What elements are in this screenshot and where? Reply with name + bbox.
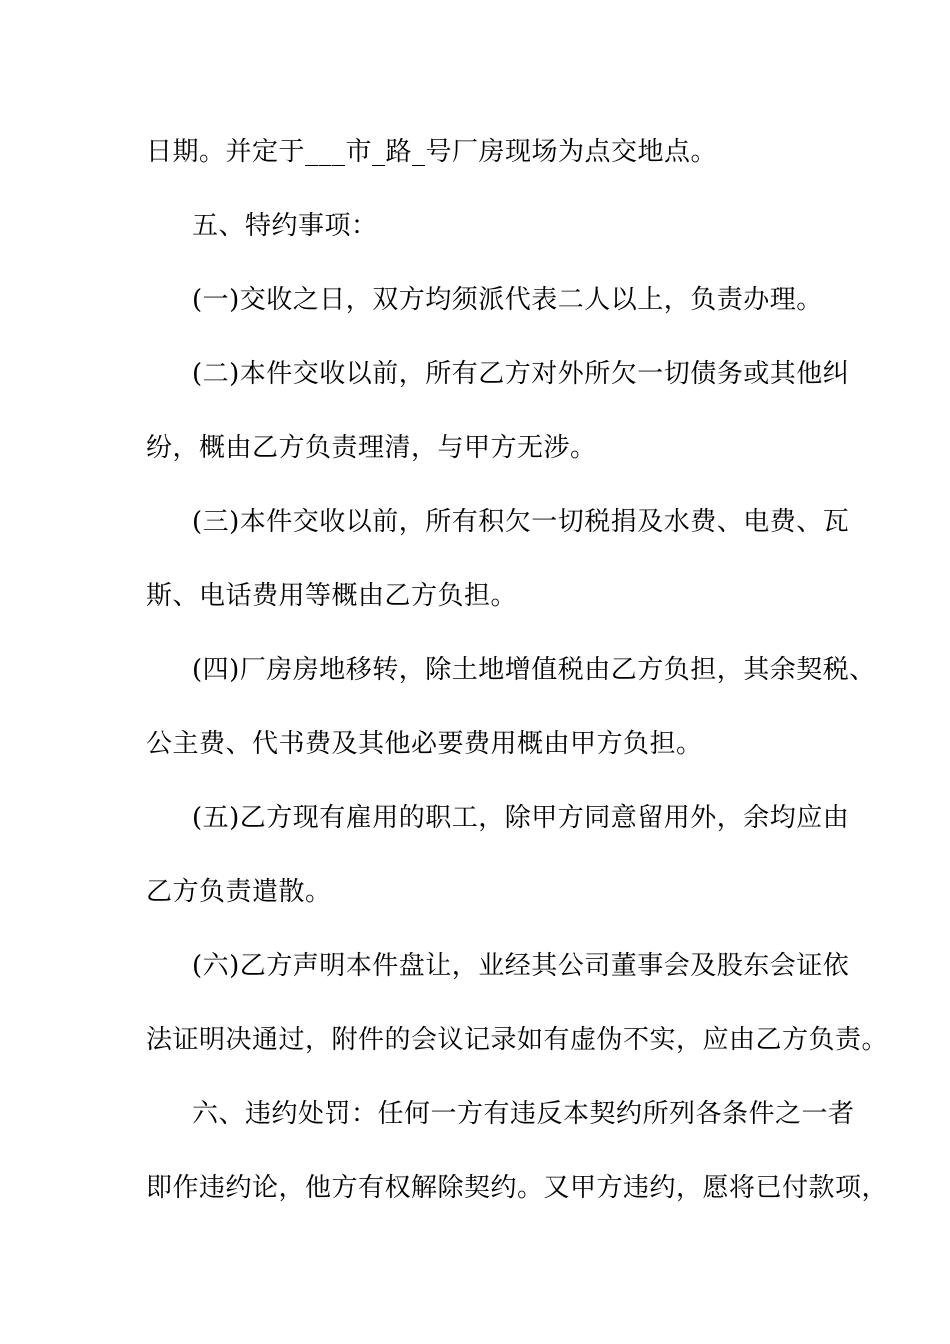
text-line: (四)厂房房地移转，除土地增值税由乙方负担，其余契税、 xyxy=(192,655,876,685)
text-line: 乙方负责遣散。 xyxy=(146,877,332,907)
text-line: (二)本件交收以前，所有乙方对外所欠一切债务或其他纠 xyxy=(192,359,850,389)
text-line: (三)本件交收以前，所有积欠一切税捐及水费、电费、瓦 xyxy=(192,507,850,537)
text-line: 即作违约论，他方有权解除契约。又甲方违约，愿将已付款项， xyxy=(146,1173,889,1203)
text-line: 纷，概由乙方负责理清，与甲方无涉。 xyxy=(146,433,597,463)
text-line: (五)乙方现有雇用的职工，除甲方同意留用外，余均应由 xyxy=(192,803,850,833)
text-line: (一)交收之日，双方均须派代表二人以上，负责办理。 xyxy=(192,285,823,315)
text-line: 公主费、代书费及其他必要费用概由甲方负担。 xyxy=(146,729,703,759)
text-line: (六)乙方声明本件盘让，业经其公司董事会及股东会证依 xyxy=(192,951,850,981)
text-line: 斯、电话费用等概由乙方负担。 xyxy=(146,581,518,611)
section-heading: 五、特约事项： xyxy=(192,211,378,241)
text-line: 法证明决通过，附件的会议记录如有虚伪不实，应由乙方负责。 xyxy=(146,1025,889,1055)
section-heading: 六、违约处罚：任何一方有违反本契约所列各条件之一者 xyxy=(192,1099,855,1129)
text-line: 日期。并定于___市_路_号厂房现场为点交地点。 xyxy=(146,137,718,167)
